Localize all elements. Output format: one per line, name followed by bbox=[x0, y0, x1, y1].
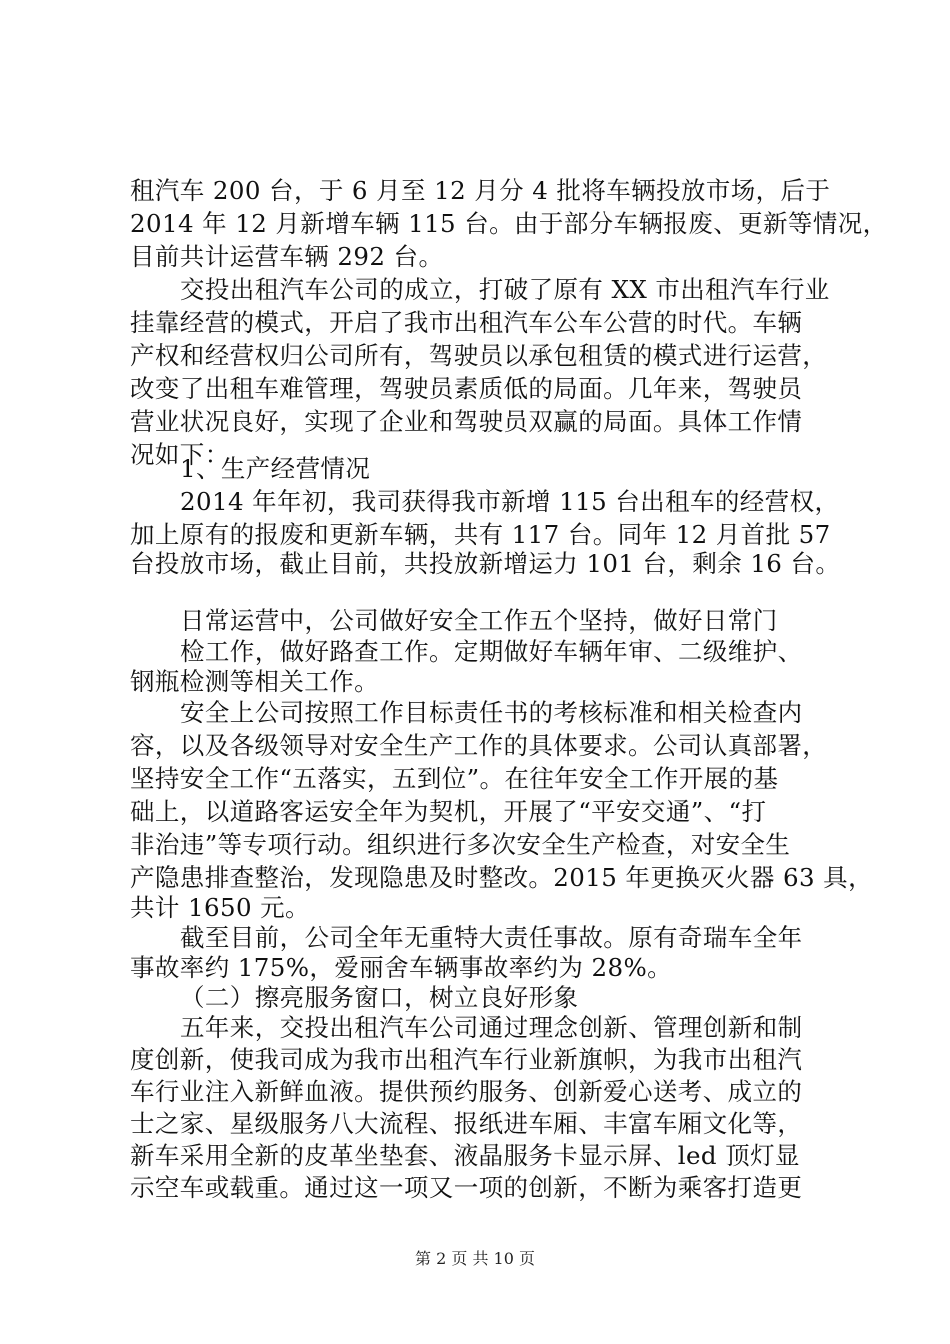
text-line: 营业状况良好，实现了企业和驾驶员双赢的局面。具体工作情 bbox=[130, 407, 803, 436]
text-line: 安全上公司按照工作目标责任书的考核标准和相关检查内 bbox=[180, 698, 803, 727]
text-line: 目前共计运营车辆 292 台。 bbox=[130, 242, 444, 271]
text-line: 2014 年年初，我司获得我市新增 115 台出租车的经营权， bbox=[180, 487, 840, 516]
text-line: 事故率约 175%，爱丽舍车辆事故率约为 28%。 bbox=[130, 953, 673, 982]
text-line: 检工作，做好路查工作。定期做好车辆年审、二级维护、 bbox=[180, 637, 803, 666]
text-line: 车行业注入新鲜血液。提供预约服务、创新爱心送考、成立的 bbox=[130, 1077, 803, 1106]
text-line: 共计 1650 元。 bbox=[130, 893, 310, 922]
text-line: 产权和经营权归公司所有，驾驶员以承包租赁的模式进行运营， bbox=[130, 341, 828, 370]
text-line: 坚持安全工作“五落实，五到位”。在往年安全工作开展的基 bbox=[130, 764, 779, 793]
text-line: 交投出租汽车公司的成立，打破了原有 XX 市出租汽车行业 bbox=[180, 275, 830, 304]
text-line: 改变了出租车难管理，驾驶员素质低的局面。几年来，驾驶员 bbox=[130, 374, 803, 403]
text-line: 新车采用全新的皮革坐垫套、液晶服务卡显示屏、led 顶灯显 bbox=[130, 1141, 800, 1170]
text-line: 容，以及各级领导对安全生产工作的具体要求。公司认真部署， bbox=[130, 731, 828, 760]
text-line: 2014 年 12 月新增车辆 115 台。由于部分车辆报废、更新等情况， bbox=[130, 209, 888, 238]
page-footer: 第 2 页 共 10 页 bbox=[415, 1249, 535, 1268]
text-line: 截至目前，公司全年无重特大责任事故。原有奇瑞车全年 bbox=[180, 923, 803, 952]
text-line: 础上，以道路客运安全年为契机，开展了“平安交通”、“打 bbox=[130, 797, 767, 826]
section-heading: （二）擦亮服务窗口，树立良好形象 bbox=[180, 983, 579, 1012]
text-line: 示空车或载重。通过这一项又一项的创新，不断为乘客打造更 bbox=[130, 1173, 803, 1202]
text-line: 日常运营中，公司做好安全工作五个坚持，做好日常门 bbox=[180, 606, 778, 635]
section-heading: 1、生产经营情况 bbox=[180, 454, 371, 483]
text-line: 五年来，交投出租汽车公司通过理念创新、管理创新和制 bbox=[180, 1013, 803, 1042]
text-line: 产隐患排查整治，发现隐患及时整改。2015 年更换灭火器 63 具， bbox=[130, 863, 873, 892]
text-line: 租汽车 200 台，于 6 月至 12 月分 4 批将车辆投放市场，后于 bbox=[130, 176, 831, 205]
text-line: 台投放市场，截止目前，共投放新增运力 101 台，剩余 16 台。 bbox=[130, 549, 841, 578]
text-line: 况如下： bbox=[130, 440, 230, 469]
text-line: 挂靠经营的模式，开启了我市出租汽车公车公营的时代。车辆 bbox=[130, 308, 803, 337]
text-line: 度创新，使我司成为我市出租汽车行业新旗帜，为我市出租汽 bbox=[130, 1045, 803, 1074]
text-line: 钢瓶检测等相关工作。 bbox=[130, 667, 379, 696]
text-line: 加上原有的报废和更新车辆，共有 117 台。同年 12 月首批 57 bbox=[130, 520, 831, 549]
text-line: 士之家、星级服务八大流程、报纸进车厢、丰富车厢文化等， bbox=[130, 1109, 803, 1138]
text-line: 非治违”等专项行动。组织进行多次安全生产检查，对安全生 bbox=[130, 830, 791, 859]
